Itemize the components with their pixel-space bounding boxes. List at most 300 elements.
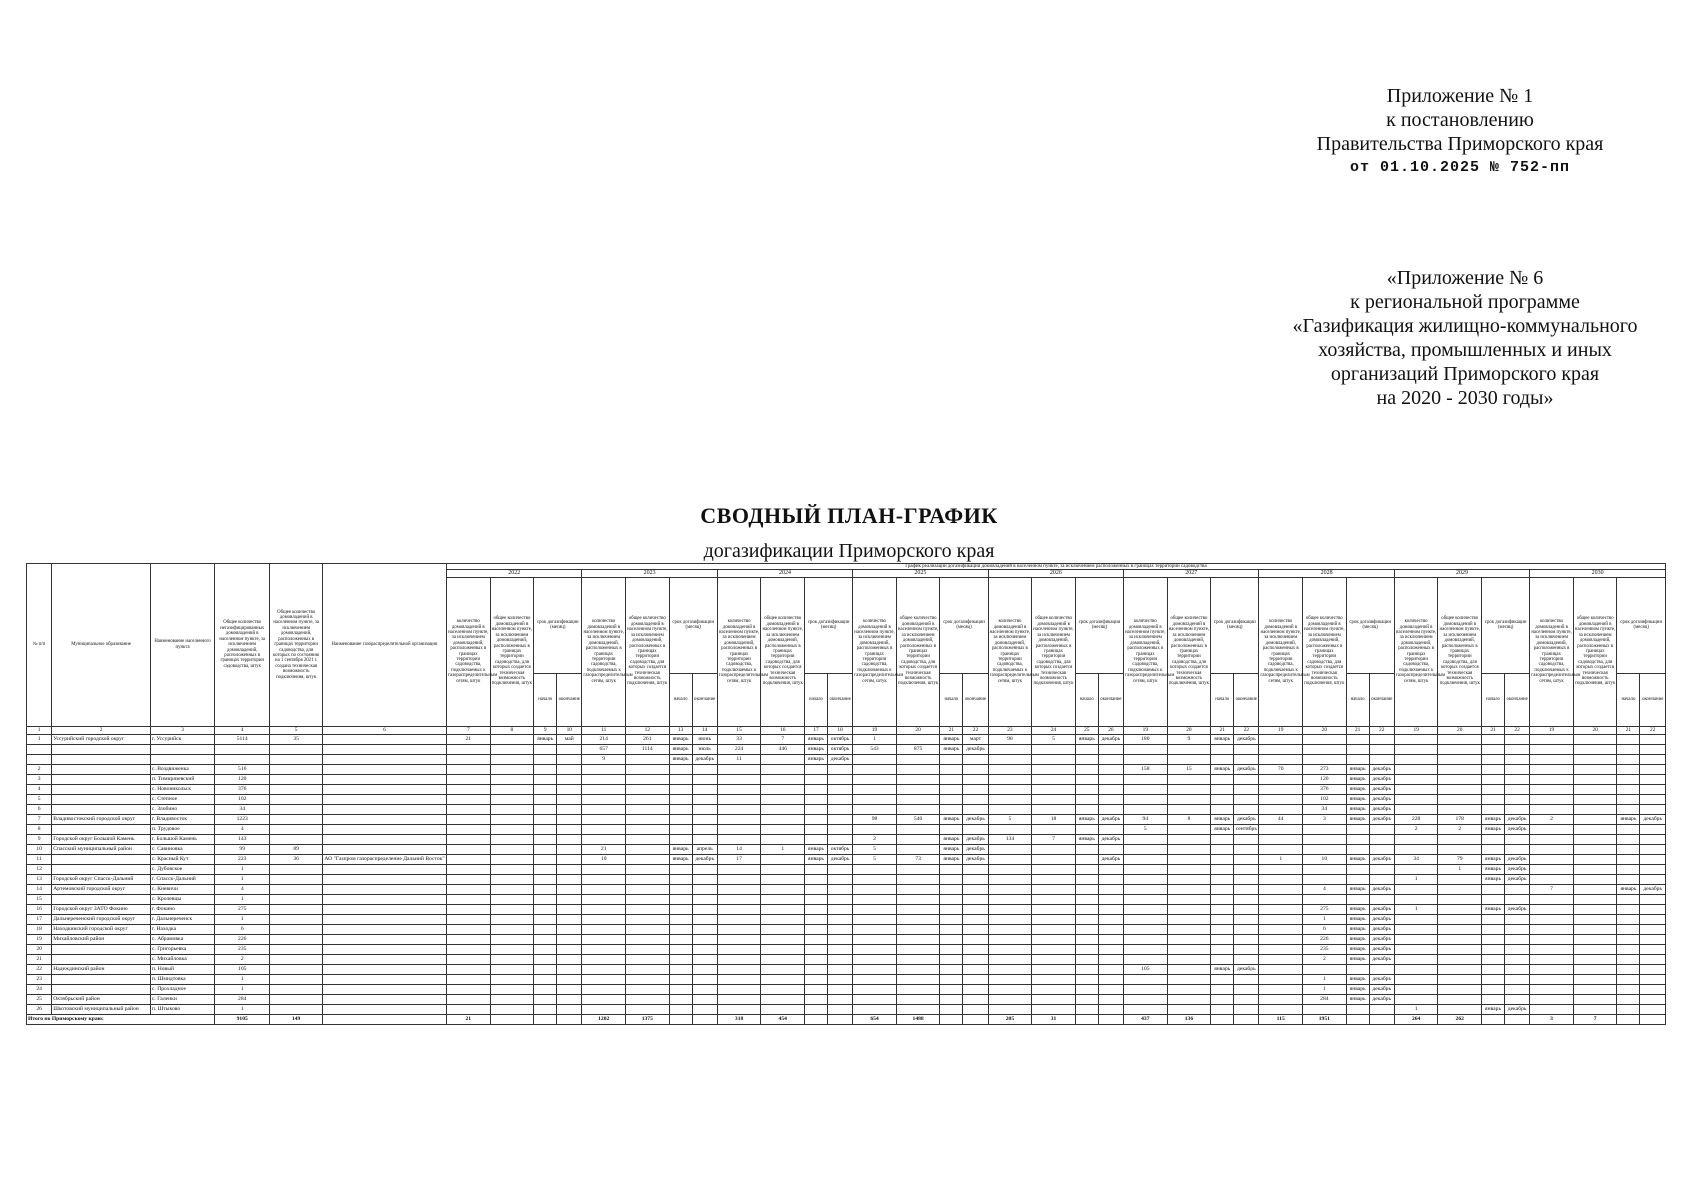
total-created-cell [896,974,940,984]
municipality-cell [52,864,151,874]
start-month-cell [1211,944,1234,954]
start-month-cell [805,934,828,944]
header-term: срок догазификации (месяц) [1617,577,1666,674]
qty-connected-cell [717,874,761,884]
start-month-cell: январь [1075,834,1098,844]
end-month-cell [1234,774,1259,784]
start-month-cell: январь [1346,804,1369,814]
start-month-cell [1482,944,1505,954]
end-month-cell [1098,804,1123,814]
total-created-cell [1303,834,1347,844]
qty-connected-cell [1124,884,1168,894]
ungasified-count-cell: 4 [215,824,270,834]
total-qty-connected: 437 [1124,1014,1168,1024]
qty-connected-cell [717,864,761,874]
qty-connected-cell [1259,954,1303,964]
total-created-cell [896,784,940,794]
end-month-cell [1505,934,1530,944]
end-month-cell [692,944,717,954]
start-month-cell [940,924,963,934]
end-month-cell [1640,984,1666,994]
header-total-created: общее количество домовладений в населенном пункте, за исключением домовладений, расположенных в границах территории садоводства, для которых создается техническая возможность подключения, штук [1167,577,1211,726]
gas-organization-cell: АО "Газпром газораспределение Дальний Восток" [323,854,447,864]
start-month-cell [669,824,692,834]
tech-possibility-cell [270,984,323,994]
start-month-cell [534,944,557,954]
qty-connected-cell [446,754,490,764]
total-created-cell [1573,864,1617,874]
header-schedule: График реализации догазификации домовладений в населенном пункте, за исключением расположенных в границах территории садоводства [446,564,1665,570]
annex6-header [1230,266,1700,410]
qty-connected-cell [1394,864,1438,874]
start-month-cell [534,934,557,944]
ungasified-count-cell: 6 [215,924,270,934]
qty-connected-cell [1394,984,1438,994]
qty-connected-cell: 17 [717,854,761,864]
total-start-blank [1482,1014,1505,1024]
total-created-cell [1032,974,1076,984]
start-month-cell [1617,764,1640,774]
ungasified-count-cell: 275 [215,904,270,914]
start-month-cell [534,874,557,884]
end-month-cell [827,794,852,804]
total-created-cell [1438,784,1482,794]
header-term: срок догазификации (месяц) [534,577,582,674]
qty-connected-cell [446,764,490,774]
qty-connected-cell [717,814,761,824]
qty-connected-cell [1530,834,1574,844]
total-created-cell [626,834,670,844]
end-month-cell [557,874,582,884]
start-month-cell [669,974,692,984]
row-number: 9 [27,834,52,844]
qty-connected-cell [582,824,626,834]
total-created-cell: 275 [1303,904,1347,914]
gas-organization-cell [323,754,447,764]
table-row [27,774,1666,784]
start-month-cell: январь [940,844,963,854]
total-created-cell [1167,884,1211,894]
total-created-cell [490,754,534,764]
end-month-cell [827,764,852,774]
start-month-cell [1482,964,1505,974]
total-created-cell: 9 [1167,734,1211,744]
qty-connected-cell [988,894,1032,904]
end-month-cell [1640,824,1666,834]
end-month-cell [1369,964,1394,974]
qty-connected-cell [582,994,626,1004]
total-created-cell: 5 [1032,734,1076,744]
end-month-cell [692,964,717,974]
table-row [27,834,1666,844]
tech-possibility-cell [270,934,323,944]
end-month-cell [557,864,582,874]
total-created-cell [761,864,805,874]
total-created-cell [1167,1004,1211,1014]
end-month-cell [557,894,582,904]
start-month-cell [669,874,692,884]
total-created-cell [1438,944,1482,954]
qty-connected-cell [988,794,1032,804]
municipality-cell: Владивостокский городской округ [52,814,151,824]
total-created-cell [490,1004,534,1014]
qty-connected-cell [1530,784,1574,794]
total-created-cell [1303,964,1347,974]
total-created-cell [896,774,940,784]
total-created-cell: 284 [1303,994,1347,1004]
settlement-cell: г. Спасск-Дальний [150,874,214,884]
total-total-created: 136 [1167,1014,1211,1024]
municipality-cell [52,974,151,984]
total-created-cell [1167,784,1211,794]
total-created-cell [1573,764,1617,774]
qty-connected-cell [1259,864,1303,874]
start-month-cell [940,954,963,964]
total-created-cell [1573,904,1617,914]
start-month-cell [1075,994,1098,1004]
total-created-cell: 1 [1303,984,1347,994]
qty-connected-cell [1124,904,1168,914]
total-created-cell [490,784,534,794]
table-row [27,894,1666,904]
total-end-blank [1369,1014,1394,1024]
total-created-cell [761,944,805,954]
column-number: 19 [853,726,897,734]
start-month-cell: январь [940,734,963,744]
qty-connected-cell [1259,784,1303,794]
start-month-cell [1617,804,1640,814]
total-created-cell [1438,834,1482,844]
tech-possibility-cell [270,914,323,924]
qty-connected-cell [1259,874,1303,884]
municipality-cell [52,854,151,864]
end-month-cell [1098,774,1123,784]
end-month-cell [1234,854,1259,864]
total-created-cell: 15 [1167,764,1211,774]
total-created-cell: 1 [761,844,805,854]
qty-connected-cell [1124,1004,1168,1014]
end-month-cell [692,834,717,844]
start-month-cell [1211,954,1234,964]
qty-connected-cell [853,974,897,984]
end-month-cell: декабрь [1234,734,1259,744]
row-number: 5 [27,794,52,804]
qty-connected-cell [1530,894,1574,904]
start-month-cell [534,774,557,784]
total-created-cell [1573,744,1617,754]
total-created-cell [1573,784,1617,794]
start-month-cell: январь [1346,774,1369,784]
end-month-cell [1640,764,1666,774]
total-created-cell [626,754,670,764]
start-month-cell [1075,894,1098,904]
end-month-cell [1640,854,1666,864]
qty-connected-cell [1530,1004,1574,1014]
end-month-cell [1098,844,1123,854]
start-month-cell: январь [1075,734,1098,744]
start-month-cell [534,1004,557,1014]
qty-connected-cell [988,904,1032,914]
total-created-cell: 7 [1032,834,1076,844]
end-month-cell [1505,844,1530,854]
total-created-cell: 79 [1438,854,1482,864]
start-month-cell [669,904,692,914]
start-month-cell [669,774,692,784]
start-month-cell [1482,834,1505,844]
qty-connected-cell: 70 [1259,764,1303,774]
end-month-cell [1505,974,1530,984]
header-end: окончание [1505,674,1530,726]
qty-connected-cell: 2 [1530,814,1574,824]
qty-connected-cell: 214 [582,734,626,744]
end-month-cell [1640,874,1666,884]
qty-connected-cell [446,874,490,884]
end-month-cell: декабрь [1369,984,1394,994]
end-month-cell [1640,964,1666,974]
start-month-cell [534,974,557,984]
start-month-cell [1211,804,1234,814]
municipality-cell: Городской округ Большой Камень [52,834,151,844]
total-created-cell [1438,994,1482,1004]
settlement-cell: г. Большой Камень [150,834,214,844]
start-month-cell [534,854,557,864]
total-created-cell [490,934,534,944]
column-number: 1 [27,726,52,734]
start-month-cell [940,864,963,874]
annex6-line4: хозяйства, промышленных и иных [1318,339,1612,361]
end-month-cell [557,754,582,764]
start-month-cell [534,834,557,844]
start-month-cell [669,994,692,1004]
end-month-cell [1369,894,1394,904]
end-month-cell [827,874,852,884]
total-qty-connected: 318 [717,1014,761,1024]
end-month-cell [557,984,582,994]
start-month-cell: январь [1346,904,1369,914]
table-row [27,994,1666,1004]
qty-connected-cell [1124,934,1168,944]
total-created-cell [761,884,805,894]
end-month-cell: декабрь [1505,1004,1530,1014]
settlement-cell: с. Воздвиженка [150,764,214,774]
total-created-cell [1167,974,1211,984]
total-created-cell [761,794,805,804]
document-title: СВОДНЫЙ ПЛАН-ГРАФИК [700,503,998,528]
total-created-cell [761,934,805,944]
total-created-cell: 73 [896,854,940,864]
total-created-cell [1167,744,1211,754]
ungasified-count-cell: 99 [215,844,270,854]
table-row [27,874,1666,884]
start-month-cell [534,964,557,974]
total-created-cell [1167,834,1211,844]
start-month-cell [1482,794,1505,804]
total-created-cell [1032,984,1076,994]
header-qty-connected: количество домовладений в населенном пункте, за исключением домовладений, расположенных в границах территории садоводства, подключаемых к газораспределительным сетям, штук [988,577,1032,726]
end-month-cell [827,994,852,1004]
table-row [27,754,1666,764]
end-month-cell [963,754,988,764]
total-qty-connected: 3 [1530,1014,1574,1024]
start-month-cell: январь [669,734,692,744]
total-created-cell [1438,924,1482,934]
gas-organization-cell [323,814,447,824]
end-month-cell [1640,914,1666,924]
start-month-cell [1211,844,1234,854]
end-month-cell [1234,834,1259,844]
end-month-cell [692,914,717,924]
total-created-cell: 235 [1303,944,1347,954]
qty-connected-cell [1394,894,1438,904]
total-qty-connected: 654 [853,1014,897,1024]
total-created-cell [1032,954,1076,964]
start-month-cell [534,824,557,834]
start-month-cell [669,984,692,994]
end-month-cell [963,894,988,904]
gas-organization-cell [323,934,447,944]
start-month-cell [1617,874,1640,884]
qty-connected-cell [853,894,897,904]
qty-connected-cell [717,794,761,804]
tech-possibility-cell [270,924,323,934]
qty-connected-cell [1124,874,1168,884]
end-month-cell: апрель [692,844,717,854]
total-created-cell [896,794,940,804]
start-month-cell: январь [1617,884,1640,894]
start-month-cell [1211,984,1234,994]
total-created-cell [1032,874,1076,884]
start-month-cell [669,884,692,894]
start-month-cell [669,814,692,824]
total-created-cell [761,964,805,974]
end-month-cell: декабрь [1098,814,1123,824]
column-number: 18 [827,726,852,734]
start-month-cell [669,834,692,844]
total-created-cell [490,974,534,984]
column-number: 7 [446,726,490,734]
gas-organization-cell [323,914,447,924]
tech-possibility-cell: 36 [270,854,323,864]
gas-organization-cell [323,844,447,854]
header-total-ungasified: Общее количество негазифицированных домовладений в населенном пункте, за исключением домовладений, расположенных в границах территории садоводства, штук [215,564,270,727]
total-created-cell: 10 [1303,854,1347,864]
qty-connected-cell [1124,944,1168,954]
qty-connected-cell [582,784,626,794]
end-month-cell [827,884,852,894]
start-month-cell [1075,974,1098,984]
end-month-cell [1098,994,1123,1004]
settlement-cell: с. Григорьевка [150,944,214,954]
total-total-created: 31 [1032,1014,1076,1024]
start-month-cell [940,934,963,944]
qty-connected-cell [853,884,897,894]
total-created-cell [1032,854,1076,864]
qty-connected-cell [1394,734,1438,744]
qty-connected-cell [717,764,761,774]
end-month-cell [557,904,582,914]
end-month-cell [1234,754,1259,764]
end-month-cell [1640,1004,1666,1014]
start-month-cell [940,984,963,994]
column-number: 22 [963,726,988,734]
qty-connected-cell [1259,914,1303,924]
start-month-cell: январь [534,734,557,744]
total-created-cell [1032,864,1076,874]
total-created-cell [1167,774,1211,784]
start-month-cell [1075,764,1098,774]
start-month-cell [805,974,828,984]
column-number: 20 [1167,726,1211,734]
end-month-cell [1098,744,1123,754]
ungasified-count-cell: 1 [215,864,270,874]
qty-connected-cell [853,754,897,764]
total-created-cell [490,814,534,824]
municipality-cell: Октябрьский район [52,994,151,1004]
end-month-cell: декабрь [827,854,852,864]
end-month-cell [963,964,988,974]
end-month-cell: декабрь [1505,854,1530,864]
settlement-cell: с. Злобино [150,804,214,814]
total-created-cell [1573,944,1617,954]
header-total-created: общее количество домовладений в населенном пункте, за исключением домовладений, расположенных в границах территории садоводства, для которых создается техническая возможность подключения, штук [1573,577,1617,726]
header-start: начало [1346,674,1369,726]
qty-connected-cell [1530,864,1574,874]
end-month-cell: декабрь [963,814,988,824]
start-month-cell [534,894,557,904]
header-end: окончание [1098,674,1123,726]
total-created-cell [1167,904,1211,914]
start-month-cell [1482,934,1505,944]
end-month-cell [692,994,717,1004]
total-created-cell [626,934,670,944]
start-month-cell [1617,754,1640,764]
start-month-cell [534,884,557,894]
municipality-cell: Городской округ Спасск-Дальний [52,874,151,884]
annex6-line1: «Приложение № 6 [1386,267,1544,289]
gas-organization-cell [323,744,447,754]
start-month-cell [1075,844,1098,854]
start-month-cell: январь [669,754,692,764]
start-month-cell: январь [940,854,963,864]
qty-connected-cell [988,874,1032,884]
settlement-cell [150,754,214,764]
total-start-blank [669,1014,692,1024]
qty-connected-cell [1530,754,1574,764]
start-month-cell: январь [1211,734,1234,744]
total-created-cell [1438,794,1482,804]
municipality-cell: Находкинский городской округ [52,924,151,934]
municipality-cell [52,794,151,804]
end-month-cell [1234,744,1259,754]
total-created-cell [761,984,805,994]
start-month-cell [1346,874,1369,884]
qty-connected-cell [582,804,626,814]
end-month-cell [827,774,852,784]
qty-connected-cell [582,814,626,824]
header-term: срок догазификации (месяц) [1075,577,1123,674]
start-month-cell: январь [805,754,828,764]
end-month-cell [1640,944,1666,954]
header-year: 2022 [446,570,581,577]
municipality-cell: Городской округ ЗАТО Фокино [52,904,151,914]
end-month-cell [1640,844,1666,854]
end-month-cell: декабрь [1234,764,1259,774]
column-number: 26 [1098,726,1123,734]
qty-connected-cell [1259,974,1303,984]
end-month-cell: декабрь [1098,734,1123,744]
start-month-cell [805,864,828,874]
end-month-cell [1098,754,1123,764]
